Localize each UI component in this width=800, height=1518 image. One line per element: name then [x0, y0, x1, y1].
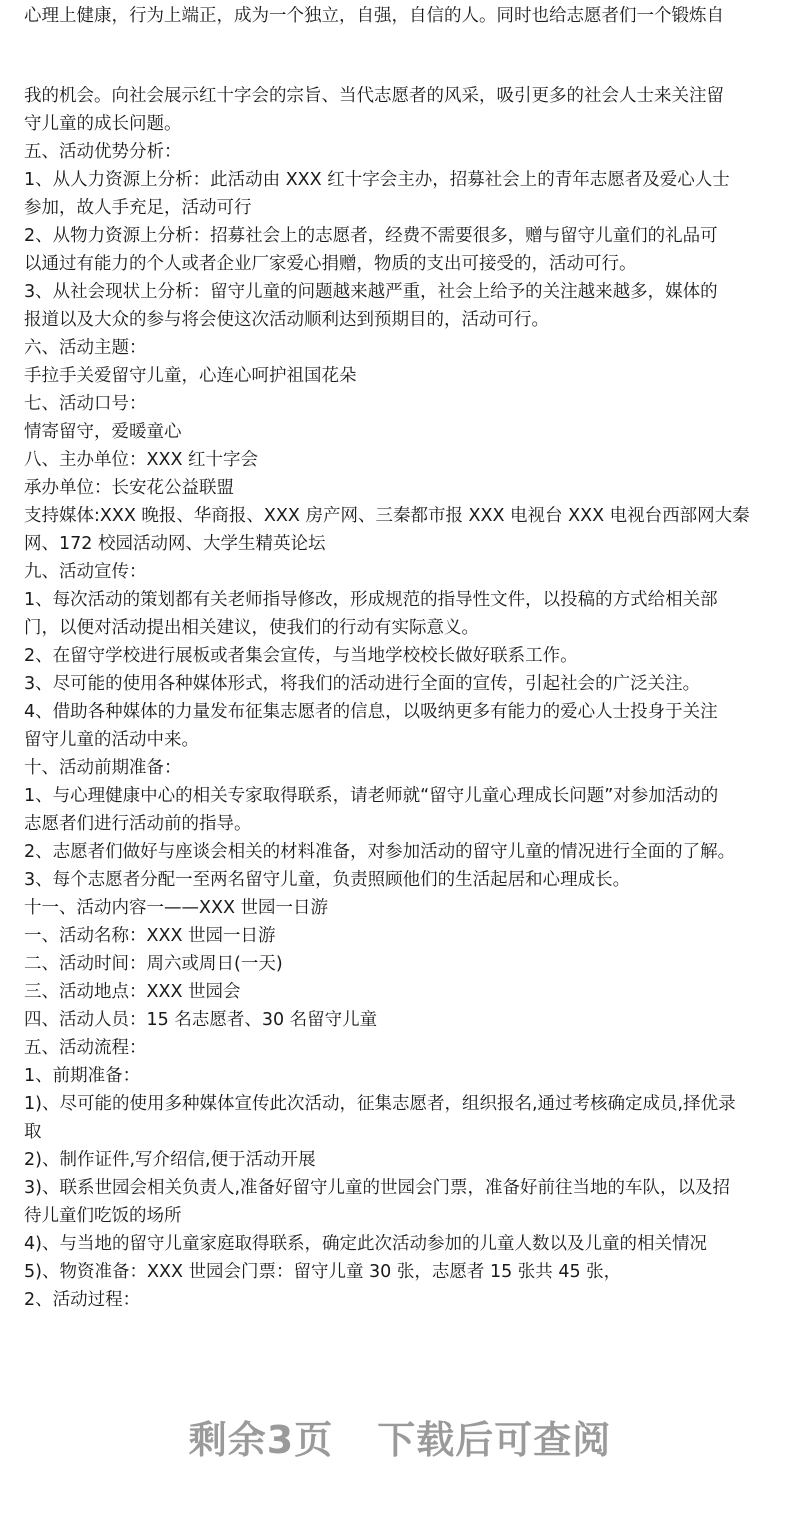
- text-line: 3、每个志愿者分配一至两名留守儿童，负责照顾他们的生活起居和心理成长。: [24, 870, 631, 890]
- text-line: 1、与心理健康中心的相关专家取得联系，请老师就“留守儿童心理成长问题”对参加活动的: [24, 786, 719, 806]
- text-line: 情寄留守，爱暖童心: [24, 422, 182, 442]
- section-heading: 八、主办单位：XXX 红十字会: [24, 450, 259, 470]
- remaining-pages-label: 剩余3页: [188, 1418, 334, 1462]
- text-line: 1、每次活动的策划都有关老师指导修改，形成规范的指导性文件，以投稿的方式给相关部: [24, 590, 718, 610]
- section-heading: 六、活动主题：: [24, 338, 147, 358]
- section-heading: 九、活动宣传：: [24, 562, 147, 582]
- text-line: 志愿者们进行活动前的指导。: [24, 814, 252, 834]
- text-line: 3)、联系世园会相关负责人,准备好留守儿童的世园会门票，准备好前往当地的车队，以及招: [24, 1178, 731, 1198]
- text-line: 4)、与当地的留守儿童家庭取得联系，确定此次活动参加的儿童人数以及儿童的相关情况: [24, 1234, 707, 1254]
- text-line: 承办单位：长安花公益联盟: [24, 478, 234, 498]
- section-heading: 十一、活动内容一——XXX 世园一日游: [24, 898, 329, 918]
- text-line: 心理上健康，行为上端正，成为一个独立，自强，自信的人。同时也给志愿者们一个锻炼自: [24, 6, 724, 26]
- text-line: 1、从人力资源上分析：此活动由 XXX 红十字会主办，招募社会上的青年志愿者及爱心人士: [24, 170, 730, 190]
- text-line: 网、172 校园活动网、大学生精英论坛: [24, 534, 326, 554]
- text-line: 1、前期准备：: [24, 1066, 141, 1086]
- section-heading: 五、活动优势分析：: [24, 142, 182, 162]
- text-line: 2、志愿者们做好与座谈会相关的材料准备，对参加活动的留守儿童的情况进行全面的了解。: [24, 842, 736, 862]
- section-heading: 五、活动流程：: [24, 1038, 147, 1058]
- text-line: 2、从物力资源上分析：招募社会上的志愿者，经费不需要很多，赠与留守儿童们的礼品可: [24, 226, 718, 246]
- text-line: 取: [24, 1122, 42, 1142]
- section-heading: 十、活动前期准备：: [24, 758, 182, 778]
- text-line: 3、尽可能的使用各种媒体形式，将我们的活动进行全面的宣传，引起社会的广泛关注。: [24, 674, 701, 694]
- text-line: 4、借助各种媒体的力量发布征集志愿者的信息，以吸纳更多有能力的爱心人士投身于关注: [24, 702, 718, 722]
- text-line: 1)、尽可能的使用多种媒体宣传此次活动，征集志愿者，组织报名,通过考核确定成员,择优录: [24, 1094, 736, 1114]
- text-line: 门，以便对活动提出相关建议，使我们的行动有实际意义。: [24, 618, 479, 638]
- text-line: 待儿童们吃饭的场所: [24, 1206, 182, 1226]
- section-heading: 七、活动口号：: [24, 394, 147, 414]
- text-line: 2)、制作证件,写介绍信,便于活动开展: [24, 1150, 316, 1170]
- text-line: 5)、物资准备：XXX 世园会门票：留守儿童 30 张，志愿者 15 张共 45 张，: [24, 1262, 622, 1282]
- text-line: 以通过有能力的个人或者企业厂家爱心捐赠，物质的支出可接受的，活动可行。: [24, 254, 637, 274]
- text-line: 留守儿童的活动中来。: [24, 730, 199, 750]
- text-line: 3、从社会现状上分析：留守儿童的问题越来越严重，社会上给予的关注越来越多，媒体的: [24, 282, 718, 302]
- text-line: 报道以及大众的参与将会使这次活动顺利达到预期目的，活动可行。: [24, 310, 549, 330]
- text-line: 参加，故人手充足，活动可行: [24, 198, 252, 218]
- text-line: 二、活动时间：周六或周日(一天): [24, 954, 283, 974]
- text-line: 手拉手关爱留守儿童，心连心呵护祖国花朵: [24, 366, 357, 386]
- download-prompt-banner[interactable]: [0, 1412, 800, 1468]
- text-line: 2、活动过程：: [24, 1290, 141, 1310]
- text-line: 三、活动地点：XXX 世园会: [24, 982, 241, 1002]
- text-line: 一、活动名称：XXX 世园一日游: [24, 926, 276, 946]
- text-line: 守儿童的成长问题。: [24, 114, 182, 134]
- text-line: 支持媒体:XXX 晚报、华商报、XXX 房产网、三秦都市报 XXX 电视台 XXX 电视台西部网大秦: [24, 506, 750, 526]
- text-line: 我的机会。向社会展示红十字会的宗旨、当代志愿者的风采，吸引更多的社会人士来关注留: [24, 86, 724, 106]
- text-line: 2、在留守学校进行展板或者集会宣传，与当地学校校长做好联系工作。: [24, 646, 578, 666]
- text-line: 四、活动人员：15 名志愿者、30 名留守儿童: [24, 1010, 378, 1030]
- download-to-view-label: 下载后可查阅: [377, 1418, 612, 1462]
